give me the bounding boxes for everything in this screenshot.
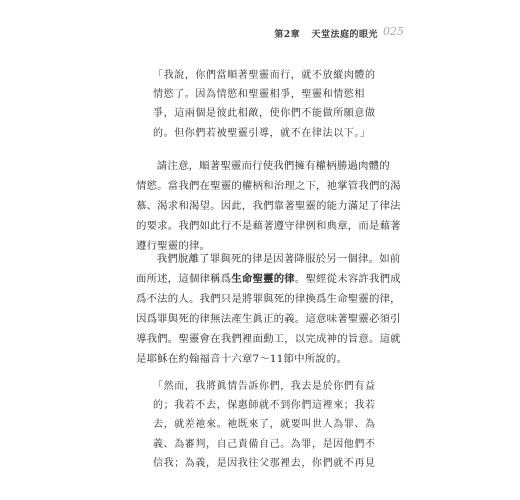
paragraph-line: 爲不法的人。我們只是將罪與死的律換爲生命聖靈的律， — [136, 293, 401, 306]
paragraph-line: 我們脫離了罪與死的律是因著降服於另一個律。如前 — [156, 253, 401, 265]
paragraph-line: 遵行聖靈的律。 — [136, 240, 211, 253]
quote-line: 義、為審判，自己責備自己。為罪，是因他們不 — [153, 438, 376, 450]
paragraph-line: 導我們。聖靈會在我們裡面動工，以完成神的旨意。這就 — [136, 333, 401, 346]
chapter-label: 第2章 — [274, 30, 301, 40]
paragraph-line: 情慾。當我們在聖靈的權柄和治理之下，祂掌管我們的渴 — [136, 180, 401, 193]
quote-line: 「然而，我將眞情告訴你們，我去是於你們有益 — [153, 381, 376, 392]
quote-line: 信我；為義，是因我往父那裡去，你們就不再見 — [153, 457, 376, 469]
quote-line: 的。但你們若被聖靈引導，就不在律法以下。」 — [153, 127, 371, 139]
paragraph-line: 是耶穌在約翰福音十六章7～11節中所說的。 — [136, 353, 348, 366]
quote-line: 的；我若不去，保惠師就不到你們這裡來；我若 — [153, 400, 376, 412]
paragraph-text: 面所述，這個律稱爲 — [136, 273, 232, 286]
paragraph-law-of-spirit — [136, 249, 401, 370]
quote-line: 爭，這兩個是彼此相敵，使你們不能做所願意做 — [153, 108, 376, 120]
quote-line: 去，就差祂來。祂既來了，就要叫世人為罪、為 — [153, 419, 376, 431]
paragraph-walk-by-spirit — [136, 156, 401, 256]
quote-line: 「我說，你們當順著聖靈而行，就不放縱肉體的 — [153, 70, 376, 81]
paragraph-line-with-emphasis — [136, 269, 401, 289]
emphasis-law-of-spirit-of-life: 生命聖靈的律 — [231, 273, 295, 286]
quote-line: 情慾了。因為情慾和聖靈相爭，聖靈和情慾相 — [153, 89, 365, 101]
scripture-quote-john — [153, 377, 375, 473]
page-number: 025 — [383, 25, 404, 38]
paragraph-line: 慕、渴求和渴望。因此，我們靠著聖靈的能力滿足了律法 — [136, 200, 401, 213]
paragraph-text: 。聖經從未容許我們成 — [294, 273, 401, 286]
scripture-quote-galatians — [153, 66, 375, 143]
paragraph-line: 的要求。我們如此行不是藉著遵守律例和典章，而是藉著 — [136, 220, 401, 233]
paragraph-line: 因爲罪與死的律無法產生眞正的義。這意味著聖靈必須引 — [136, 313, 401, 326]
running-head — [274, 27, 378, 40]
paragraph-line: 請注意，順著聖靈而行使我們擁有權柄勝過肉體的 — [156, 160, 390, 172]
chapter-title: 天堂法庭的眼光 — [311, 30, 378, 40]
